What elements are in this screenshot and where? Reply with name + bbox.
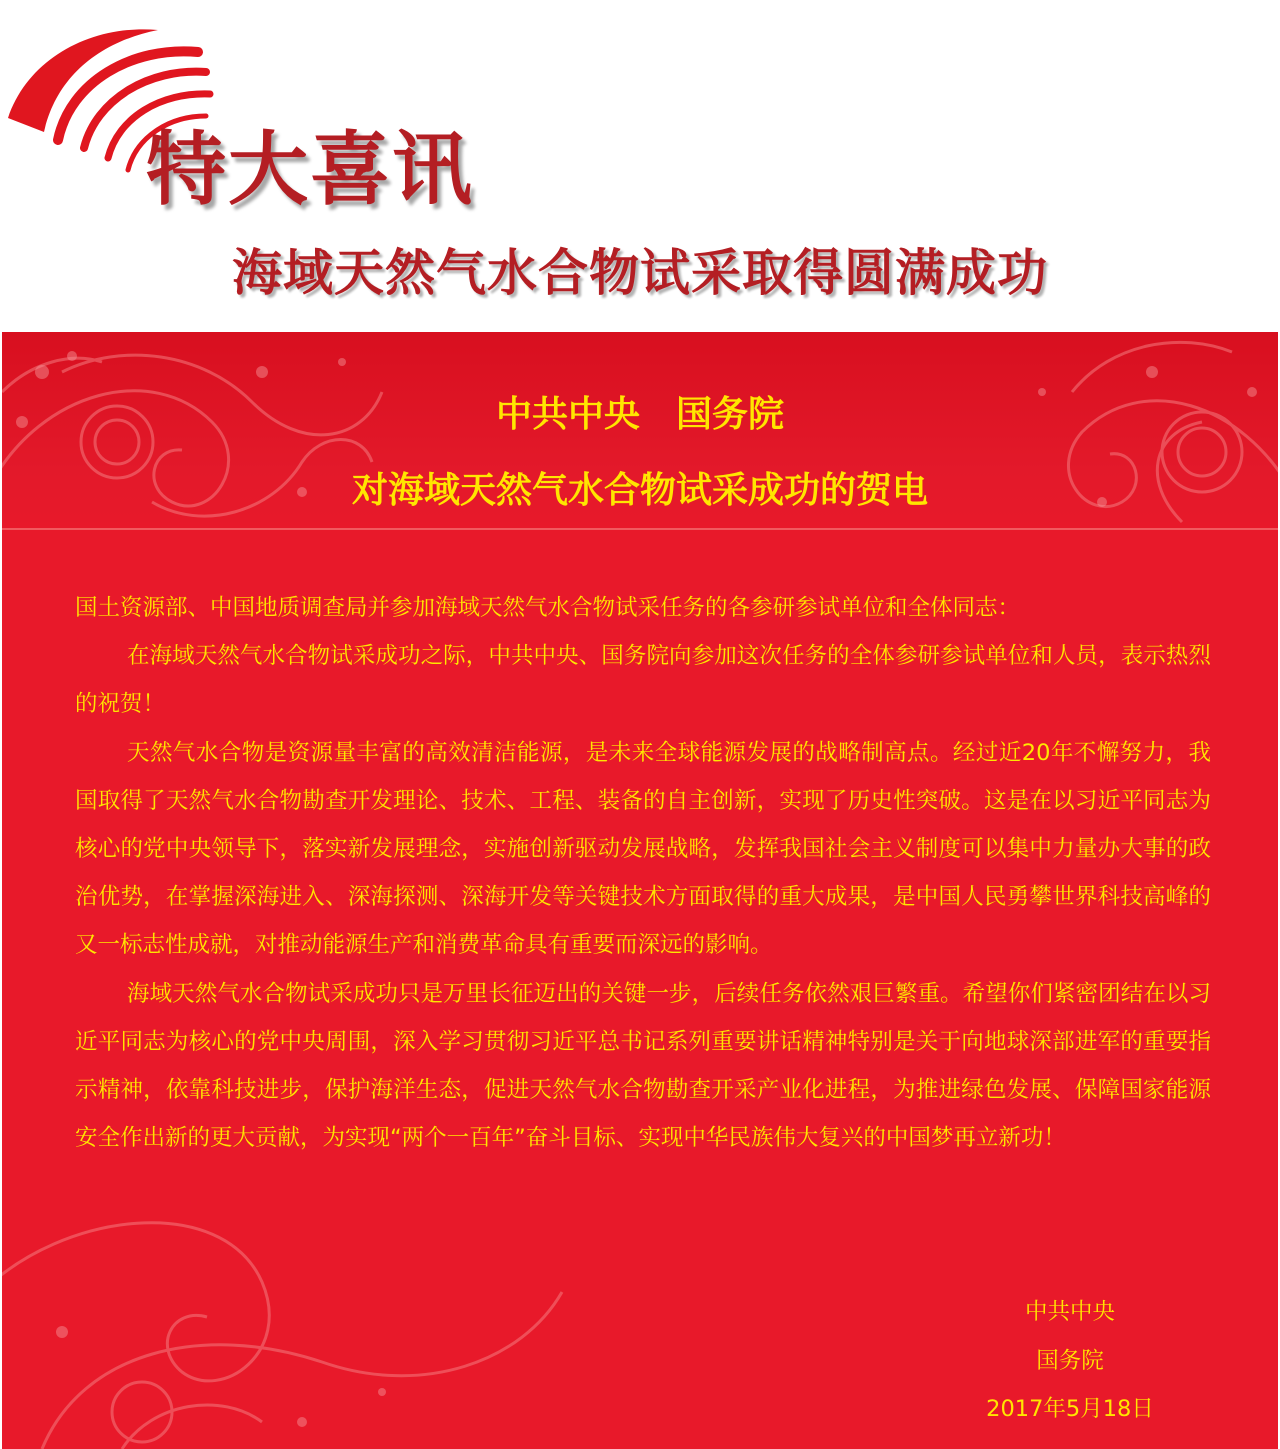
band-divider	[2, 528, 1278, 530]
letter-panel	[2, 332, 1278, 1449]
subheadline: 海域天然气水合物试采取得圆满成功	[232, 243, 1048, 302]
letter-body	[75, 584, 1211, 1162]
page-header	[0, 0, 1280, 332]
salutation: 国土资源部、中国地质调查局并参加海域天然气水合物试采任务的各参研参试单位和全体同志：	[75, 595, 1021, 621]
letter-heading-senders: 中共中央 国务院	[495, 393, 784, 435]
paragraph: 海域天然气水合物试采成功只是万里长征迈出的关键一步，后续任务依然艰巨繁重。希望你们紧密团结在以习近平同志为核心的党中央周围，深入学习贯彻习近平总书记系列重要讲话精神特别是关于向地球深部进军的重要指示精神，依靠科技进步，保护海洋生态，促进天然气水合物勘查开采产业化进程，为推进绿色发展、保障国家能源安全作出新的更大贡献，为实现“两个一百年”奋斗目标、实现中华民族伟大复兴的中国梦再立新功！	[75, 980, 1211, 1152]
headline: 特大喜讯	[146, 123, 474, 216]
signature-party: 中共中央	[1024, 1299, 1115, 1325]
letter-heading-title: 对海域天然气水合物试采成功的贺电	[351, 469, 928, 511]
signature-date: 2017年5月18日	[986, 1396, 1154, 1422]
paragraph: 在海域天然气水合物试采成功之际，中共中央、国务院向参加这次任务的全体参研参试单位和人员，表示热烈的祝贺！	[75, 643, 1211, 718]
paragraph: 天然气水合物是资源量丰富的高效清洁能源，是未来全球能源发展的战略制高点。经过近20年不懈努力，我国取得了天然气水合物勘查开发理论、技术、工程、装备的自主创新，实现了历史性突破。这是在以习近平同志为核心的党中央领导下，落实新发展理念，实施创新驱动发展战略，发挥我国社会主义制度可以集中力量办大事的政治优势，在掌握深海进入、深海探测、深海开发等关键技术方面取得的重大成果，是中国人民勇攀世界科技高峰的又一标志性成就，对推动能源生产和消费革命具有重要而深远的影响。	[75, 739, 1211, 959]
signature-council: 国务院	[1036, 1348, 1104, 1374]
